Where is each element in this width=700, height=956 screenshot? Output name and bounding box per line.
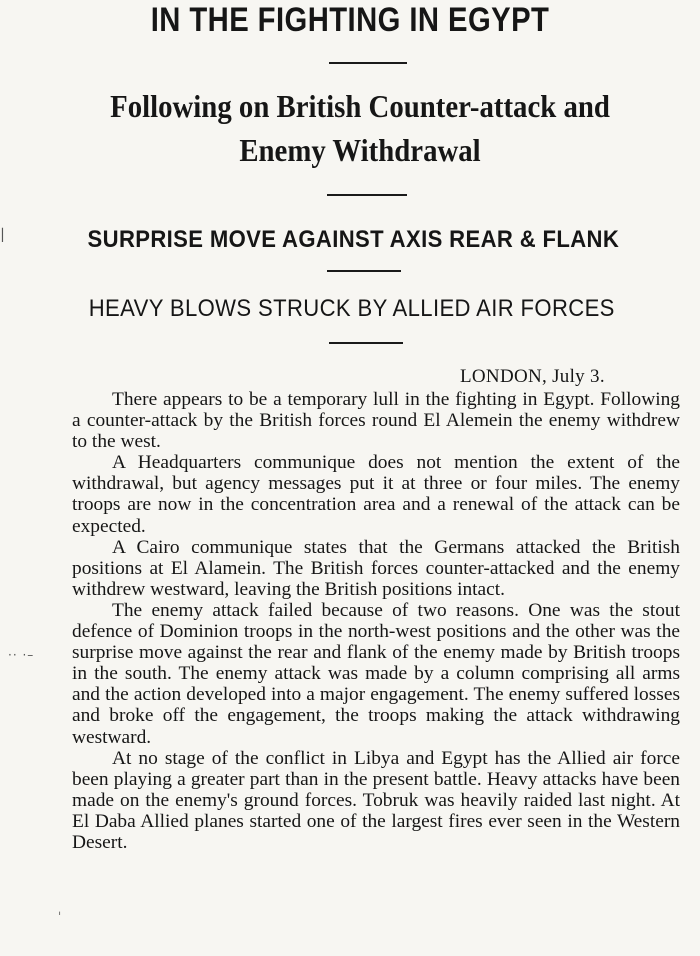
deck-surprise-move: SURPRISE MOVE AGAINST AXIS REAR & FLANK: [87, 226, 620, 253]
divider-rule: [329, 62, 407, 64]
paragraph: A Cairo communique states that the Germans attacked the British positions at El Alamein. The British forces counter-attacked and the enemy withdrew westward, leaving the British positions intact.: [72, 536, 680, 600]
paragraph: A Headquarters communique does not mention the extent of the withdrawal, but agency messages put it at three or four miles. The enemy troops are now in the concentration area and a renewal of the attack can be expected.: [72, 452, 680, 537]
paragraph: At no stage of the conflict in Libya and Egypt has the Allied air force been playing a greater part than in the present battle. Heavy attacks have been made on the enemy's ground forces. Tobruk was heavily raided last night. At El Daba Allied planes started one of the largest fires ever seen in the Western Desert.: [72, 747, 680, 853]
headline: IN THE FIGHTING IN EGYPT: [150, 1, 550, 39]
print-speck-mark: ˈ: [58, 910, 62, 924]
dateline: LONDON, July 3.: [460, 366, 605, 387]
divider-rule: [327, 194, 407, 196]
paragraph: The enemy attack failed because of two reasons. One was the stout defence of Dominion troops in the north-west positions and the other was the surprise move against the rear and flank of the enemy made by British troops in the south. The enemy attack was made by a column comprising all arms and the action developed into a major engagement. The enemy suffered losses and broke off the engagement, the troops making the attack withdrawing westward.: [72, 599, 680, 748]
divider-rule: [329, 342, 403, 344]
article-body: [72, 389, 680, 853]
print-speck-mark: ▏: [2, 228, 12, 242]
divider-rule: [327, 270, 401, 272]
paragraph: There appears to be a temporary lull in the fighting in Egypt. Following a counter-attack by the British forces round El Alemein the enemy withdrew to the west.: [72, 389, 680, 453]
deck-air-forces: HEAVY BLOWS STRUCK BY ALLIED AIR FORCES: [88, 295, 615, 322]
subheadline: Following on British Counter-attack and Enemy Withdrawal: [110, 88, 610, 168]
print-speck-mark: ·· ·–: [8, 648, 35, 662]
